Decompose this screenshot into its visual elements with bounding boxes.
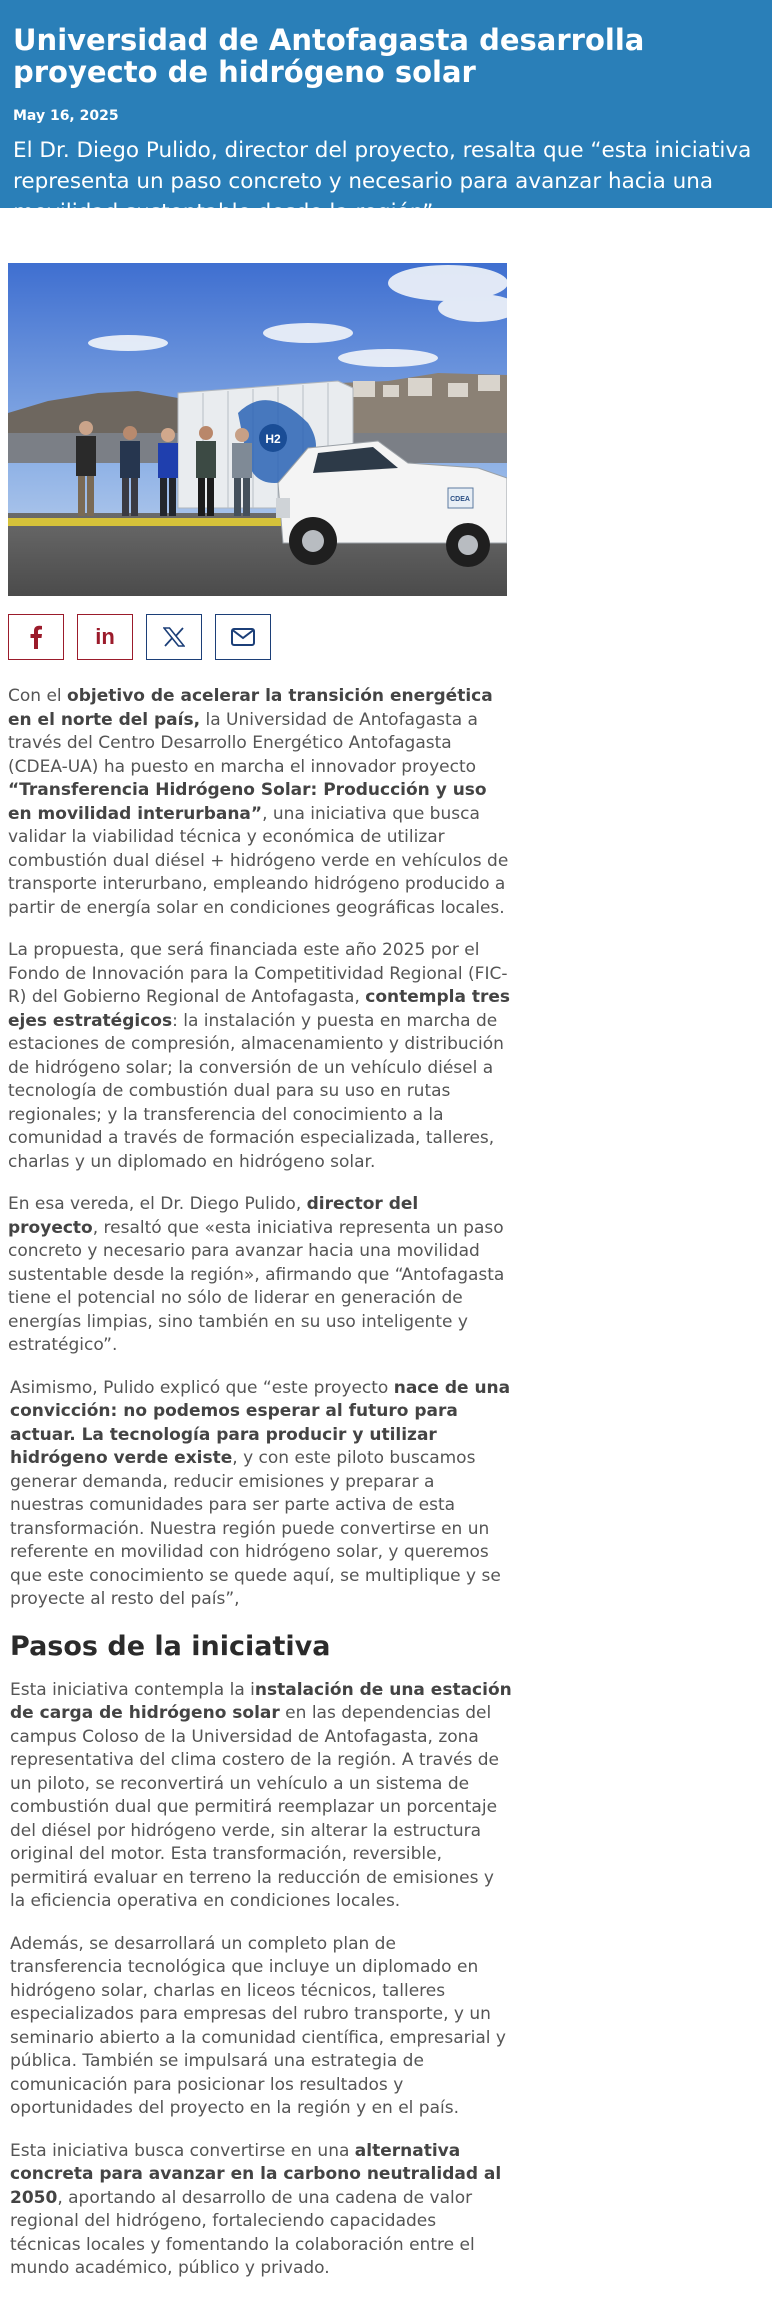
text-run: , y con este piloto buscamos generar demanda, reducir emisiones y preparar a nuestras comunidades para ser parte activa de esta transformación. Nuestra región puede convertirse en un referente en movilidad con hidrógeno solar, y queremos que este conocimiento se quede aquí, se multiplique y se proyecte al resto del país”,: [10, 1448, 501, 1609]
paragraph-4: [8, 1377, 512, 1612]
bold-run: director del proyecto: [8, 1194, 419, 1238]
yellow-curb: [8, 518, 308, 526]
facebook-icon: [29, 625, 43, 649]
text-run: en las dependencias del campus Coloso de la Universidad de Antofagasta, zona representativa del clima costero de la región. A través de un piloto, se reconvertirá un vehículo a un sistema de combustión dual que permitirá reemplazar un porcentaje del diésel por hidrógeno verde, sin alterar la estructura original del motor. Esta transformación, reversible, permitirá evaluar en terreno la reducción de emisiones y la eficiencia operativa en condiciones locales.: [10, 1703, 499, 1911]
bold-run: nstalación de una estación de carga de hidrógeno solar: [10, 1679, 512, 1723]
linkedin-icon: in: [95, 624, 115, 649]
text-run: , una iniciativa que busca validar la viabilidad técnica y económica de utilizar combustión dual diésel + hidrógeno verde en vehículos de transporte interurbano, empleando hidrógeno producido a partir de energía solar en condiciones geográficas locales.: [8, 803, 509, 918]
article-body: [8, 685, 512, 2300]
paragraph-2: [8, 939, 512, 1174]
bold-run: nace de una convicción: no podemos esperar al futuro para actuar. La tecnología para producir y utilizar hidrógeno verde existe: [10, 1377, 511, 1468]
article-title: Universidad de Antofagasta desarrolla proyecto de hidrógeno solar: [13, 23, 645, 89]
share-facebook-button[interactable]: [8, 614, 64, 660]
publish-date: May 16, 2025: [13, 108, 119, 124]
text-run: Esta iniciativa contempla la i: [10, 1679, 255, 1700]
text-run: Con el: [8, 686, 68, 706]
truck-door-text: CDEA: [450, 496, 470, 503]
bold-run: “Transferencia Hidrógeno Solar: Producción y uso en movilidad interurbana”: [8, 780, 487, 824]
text-run: La propuesta, que será financiada este año 2025 por el Fondo de Innovación para la Competitividad Regional (FIC-R) del Gobierno Regional de Antofagasta,: [8, 940, 508, 1007]
text-run: la Universidad de Antofagasta a través del Centro Desarrollo Energético Antofagasta (CDEA-UA) ha puesto en marcha el innovador proyecto: [8, 709, 478, 777]
section-heading: Pasos de la iniciativa: [10, 1630, 331, 1662]
text-run: Esta iniciativa busca convertirse en una: [10, 2140, 355, 2161]
article-header: [0, 0, 772, 225]
text-run: : la instalación y puesta en marcha de estaciones de compresión, almacenamiento y distribución de hidrógeno solar; la conversión de un vehículo diésel a tecnología de combustión dual para su uso en rutas regionales; y la transferencia del conocimiento a la comunidad a través de formación especializada, talleres, charlas y un diplomado en hidrógeno solar.: [8, 1010, 504, 1172]
article-photo: [8, 263, 507, 596]
share-x-button[interactable]: [146, 614, 202, 660]
paragraph-7: [8, 2140, 512, 2281]
text-run: , resaltó que «esta iniciativa representa un paso concreto y necesario para avanzar hacia una movilidad sustentable desde la región», afirmando que “Antofagasta tiene el potencial no sólo de liderar en generación de energías limpias, sino también en su uso inteligente y estratégico”.: [8, 1217, 505, 1355]
share-bar: [8, 614, 271, 660]
paragraph-5: [8, 1679, 512, 1914]
paragraph-3: [8, 1193, 512, 1358]
text-run: , aportando al desarrollo de una cadena de valor regional del hidrógeno, fortaleciendo capacidades técnicas locales y fomentando la colaboración entre el mundo académico, público y privado.: [10, 2187, 475, 2278]
bold-run: alternativa concreta para avanzar en la carbono neutralidad al 2050: [10, 2140, 502, 2208]
share-email-button[interactable]: [215, 614, 271, 660]
share-linkedin-button[interactable]: [77, 614, 133, 660]
bold-run: objetivo de acelerar la transición energética en el norte del país,: [8, 686, 493, 730]
paragraph-6: Además, se desarrollará un completo plan de transferencia tecnológica que incluye un diplomado en hidrógeno solar, charlas en liceos técnicos, talleres especializados para empresas del rubro transporte, y un seminario abierto a la comunidad científica, empresarial y pública. También se impulsará una estrategia de comunicación para posicionar los resultados y oportunidades del proyecto en la región y en el país.: [10, 1933, 506, 2118]
bold-run: contempla tres ejes estratégicos: [8, 987, 511, 1031]
x-icon: [163, 627, 185, 647]
article-lead: El Dr. Diego Pulido, director del proyecto, resalta que “esta iniciativa representa un paso concreto y necesario para avanzar hacia una movilidad sustentable desde la región”.: [13, 138, 752, 225]
h2-badge-text: H2: [265, 432, 281, 446]
mail-icon: [231, 628, 255, 646]
text-run: En esa vereda, el Dr. Diego Pulido,: [8, 1194, 307, 1214]
text-run: Asimismo, Pulido explicó que “este proyecto: [10, 1377, 394, 1398]
paragraph-1: [8, 685, 512, 920]
